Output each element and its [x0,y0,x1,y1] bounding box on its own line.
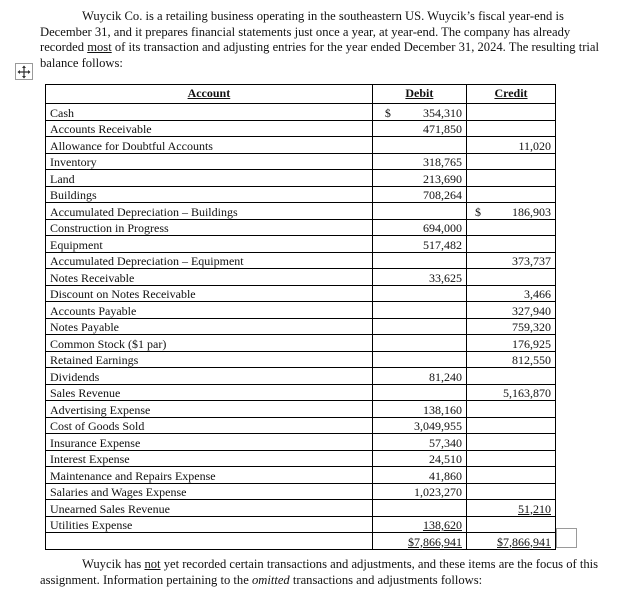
debit-cell [372,153,466,170]
debit-amount: 33,625 [428,270,462,285]
table-row [46,401,556,418]
debit-cell [372,252,466,269]
table-row [46,302,556,319]
debit-cell [372,500,466,517]
table-row [46,153,556,170]
credit-cell [466,351,555,368]
credit-cell [466,120,555,137]
table-header-row [46,85,556,104]
credit-cell [466,516,555,533]
outro-text-2: yet recorded certain transactions and adjustments, and these items are the focus of this assignment. Information pertaining to the [40,557,599,587]
account-name-cell: Allowance for Doubtful Accounts [46,137,373,154]
debit-cell [372,351,466,368]
debit-cell [372,269,466,286]
debit-amount: 318,765 [422,155,462,169]
outro-paragraph [40,557,600,588]
debit-cell [372,137,466,154]
credit-amount: 373,737 [512,254,551,268]
credit-amount: 176,925 [512,336,551,351]
account-name-cell: Accounts Receivable [46,120,373,137]
table-row [46,417,556,434]
table-row [46,335,556,352]
table-row [46,269,556,286]
account-name-cell: Land [46,170,373,187]
account-name-cell: Construction in Progress [46,219,373,236]
table-row [46,516,556,533]
credit-cell [466,500,555,517]
debit-cell [372,417,466,434]
table-row [46,368,556,385]
credit-amount: 327,940 [512,303,551,318]
account-name-cell: Equipment [46,236,373,253]
debit-cell [372,483,466,500]
intro-emphasis: most [87,40,112,54]
credit-cell [466,335,555,352]
table-row [46,450,556,467]
debit-cell [372,203,466,220]
table-row [46,483,556,500]
credit-cell [466,137,555,154]
debit-cell [372,450,466,467]
outro-text-3: transactions and adjustments follows: [289,572,483,587]
outro-italic: omitted [251,572,290,587]
table-move-handle[interactable] [15,63,33,80]
debit-cell [372,335,466,352]
debit-cell [372,104,466,121]
debit-amount: 41,860 [428,468,462,483]
currency-symbol: $ [384,105,391,120]
credit-cell [466,302,555,319]
credit-cell [466,368,555,385]
table-row [46,467,556,484]
account-name-cell: Advertising Expense [46,401,373,418]
currency-symbol: $ [474,204,481,219]
table-row [46,285,556,302]
table-row [46,170,556,187]
credit-cell [466,269,555,286]
account-name-cell: Buildings [46,186,373,203]
table-row [46,186,556,203]
debit-cell [372,467,466,484]
debit-amount: 694,000 [422,221,462,235]
account-name-cell: Inventory [46,153,373,170]
table-row [46,203,556,220]
debit-cell [372,384,466,401]
credit-amount: 11,020 [518,138,551,153]
credit-cell [466,186,555,203]
debit-amount: 354,310 [422,105,462,120]
total-debit-cell [372,533,466,550]
debit-cell [372,302,466,319]
account-column-header: Account [46,85,373,104]
account-name-cell: Dividends [46,368,373,385]
intro-text-1: Wuycik Co. is a retailing business operating in the southeastern US. Wuycik’s fiscal year-end is December 31, and it prepares financial statements just once a year, at year-end. The company has already recorded [40,9,571,54]
credit-cell [466,252,555,269]
account-name-cell: Accounts Payable [46,302,373,319]
debit-cell [372,401,466,418]
credit-cell [466,318,555,335]
credit-amount: 812,550 [512,353,551,367]
debit-amount: 138,620 [422,518,462,532]
account-name-cell: Utilities Expense [46,516,373,533]
table-row [46,120,556,137]
intro-text-2: of its transaction and adjusting entries for the year ended December 31, 2024. The resulting trial balance follows: [40,40,599,70]
debit-amount: 138,160 [422,402,462,417]
credit-cell [466,236,555,253]
debit-amount: 213,690 [422,171,462,186]
account-name-cell: Insurance Expense [46,434,373,451]
debit-cell [372,170,466,187]
credit-cell [466,384,555,401]
debit-cell [372,434,466,451]
credit-cell [466,203,555,220]
account-name-cell: Sales Revenue [46,384,373,401]
table-row [46,137,556,154]
account-name-cell: Notes Receivable [46,269,373,286]
credit-amount: 759,320 [512,320,551,334]
totals-label-cell [46,533,373,550]
credit-amount: 3,466 [524,287,551,301]
move-arrows-icon [17,65,31,79]
account-name-cell: Accumulated Depreciation – Buildings [46,203,373,220]
table-row [46,500,556,517]
credit-amount: 5,163,870 [503,386,551,400]
account-name-cell: Maintenance and Repairs Expense [46,467,373,484]
credit-cell [466,104,555,121]
credit-cell [466,401,555,418]
debit-amount: 471,850 [422,122,462,136]
table-row [46,236,556,253]
credit-cell [466,417,555,434]
credit-cell [466,219,555,236]
debit-amount: 708,264 [422,188,462,202]
table-row [46,252,556,269]
credit-amount: 51,210 [518,501,551,516]
credit-cell [466,434,555,451]
table-row [46,219,556,236]
total-credit-amount: $7,866,941 [497,534,551,549]
account-name-cell: Retained Earnings [46,351,373,368]
outro-text-1: Wuycik has [82,557,145,571]
account-name-cell: Discount on Notes Receivable [46,285,373,302]
account-name-cell: Cost of Goods Sold [46,417,373,434]
credit-cell [466,483,555,500]
table-row [46,104,556,121]
account-name-cell: Unearned Sales Revenue [46,500,373,517]
debit-cell [372,368,466,385]
table-row [46,351,556,368]
account-name-cell: Cash [46,104,373,121]
table-resize-handle[interactable] [556,528,577,548]
debit-cell [372,186,466,203]
total-debit-amount: $7,866,941 [407,534,462,549]
table-row [46,384,556,401]
debit-cell [372,285,466,302]
credit-cell [466,285,555,302]
credit-column-header: Credit [466,85,555,104]
debit-amount: 1,023,270 [413,485,462,499]
credit-cell [466,153,555,170]
account-name-cell: Common Stock ($1 par) [46,335,373,352]
debit-cell [372,120,466,137]
debit-cell [372,318,466,335]
debit-amount: 24,510 [428,452,462,466]
debit-column-header: Debit [372,85,466,104]
debit-cell [372,516,466,533]
account-name-cell: Salaries and Wages Expense [46,483,373,500]
credit-cell [466,467,555,484]
credit-cell [466,170,555,187]
account-name-cell: Notes Payable [46,318,373,335]
totals-row [46,533,556,550]
debit-amount: 81,240 [428,369,462,384]
total-credit-cell [466,533,555,550]
debit-amount: 57,340 [428,435,462,450]
trial-balance-table [45,84,556,550]
intro-paragraph [40,9,610,71]
debit-amount: 517,482 [422,237,462,252]
table-row [46,434,556,451]
outro-emphasis: not [144,557,161,571]
debit-amount: 3,049,955 [413,419,462,433]
account-name-cell: Interest Expense [46,450,373,467]
table-row [46,318,556,335]
credit-amount: 186,903 [512,204,551,219]
account-name-cell: Accumulated Depreciation – Equipment [46,252,373,269]
debit-cell [372,236,466,253]
debit-cell [372,219,466,236]
credit-cell [466,450,555,467]
